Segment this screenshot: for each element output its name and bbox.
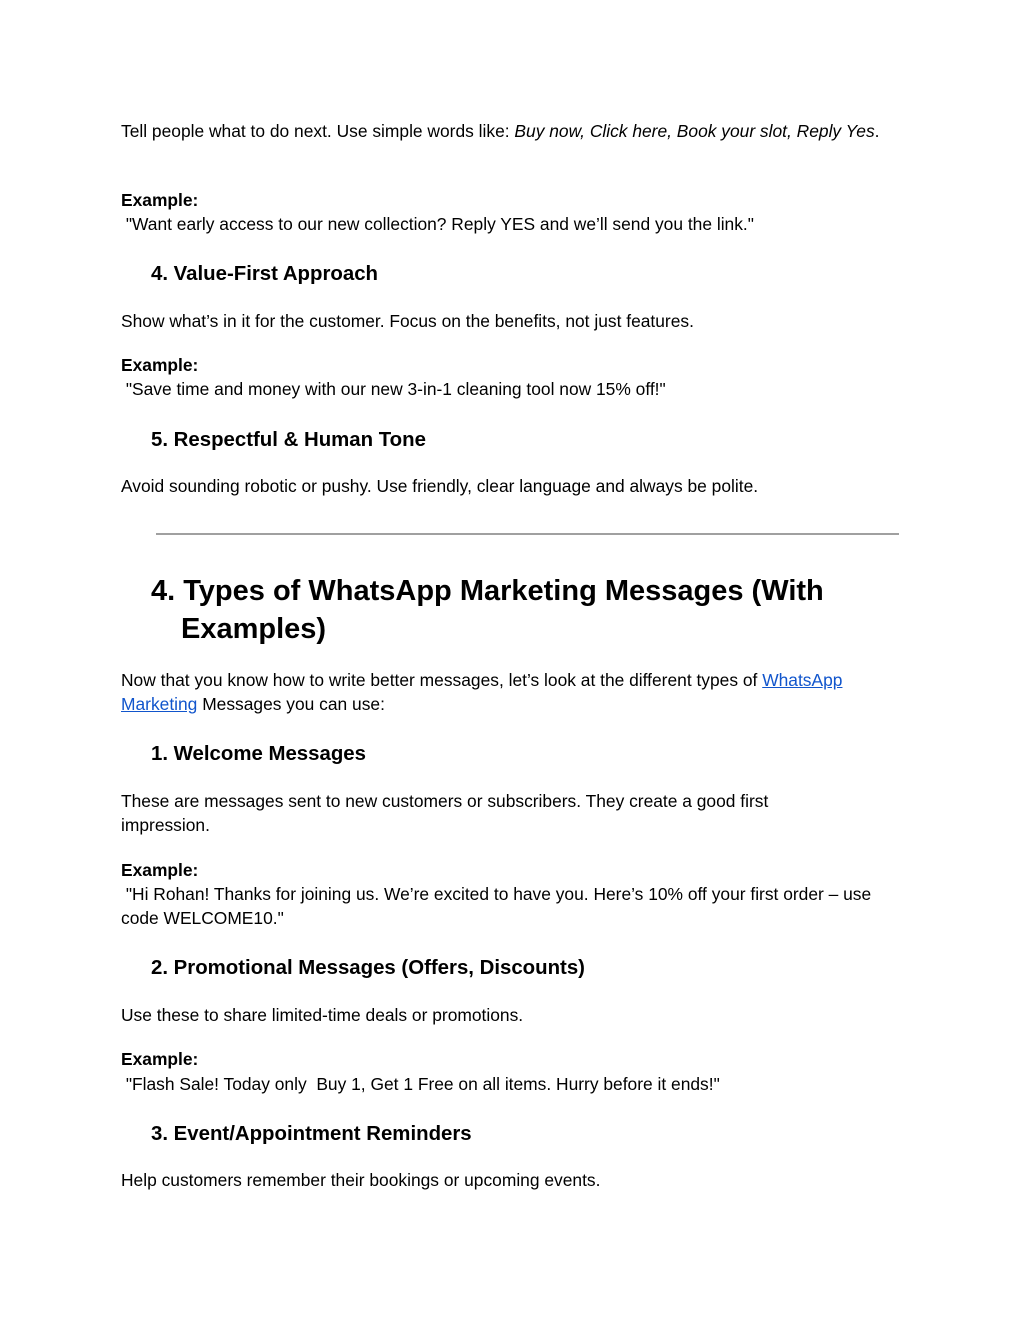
value-first-example-quote: "Save time and money with our new 3-in-1 cleaning tool now 15% off!" <box>121 379 666 399</box>
types-intro-paragraph <box>121 668 891 716</box>
horizontal-divider <box>156 533 899 535</box>
cta-intro-period: . <box>874 121 880 141</box>
welcome-example-quote: "Hi Rohan! Thanks for joining us. We’re excited to have you. Here’s 10% off your first order – use code WELCOME10." <box>121 884 877 928</box>
value-first-body: Show what’s in it for the customer. Focus on the benefits, not just features. <box>121 311 694 331</box>
types-section-heading: 4. Types of WhatsApp Marketing Messages (With Examples) <box>151 575 824 645</box>
cta-intro-paragraph <box>121 119 891 143</box>
promotional-heading: 2. Promotional Messages (Offers, Discounts) <box>151 957 585 979</box>
types-intro-tail: Messages you can use: <box>197 694 385 714</box>
respectful-heading: 5. Respectful & Human Tone <box>151 429 426 451</box>
cta-example-quote: "Want early access to our new collection? Reply YES and we’ll send you the link." <box>121 214 754 234</box>
value-first-heading: 4. Value-First Approach <box>151 263 378 285</box>
promotional-body: Use these to share limited-time deals or promotions. <box>121 1005 524 1025</box>
types-intro-text: Now that you know how to write better messages, let’s look at the different types of <box>121 670 763 690</box>
welcome-body: These are messages sent to new customers or subscribers. They create a good first impression. <box>121 791 769 835</box>
reminders-heading: 3. Event/Appointment Reminders <box>151 1123 472 1145</box>
cta-intro-text: Tell people what to do next. Use simple words like: <box>121 121 515 141</box>
cta-example-label: Example: <box>121 190 199 210</box>
respectful-body: Avoid sounding robotic or pushy. Use friendly, clear language and always be polite. <box>121 476 759 496</box>
reminders-body: Help customers remember their bookings or upcoming events. <box>121 1170 601 1190</box>
whatsapp-marketing-link[interactable]: WhatsApp Marketing <box>121 670 843 714</box>
cta-examples-italic: Buy now, Click here, Book your slot, Reply Yes <box>514 121 875 141</box>
promotional-example-label: Example: <box>121 1049 199 1069</box>
value-first-example-label: Example: <box>121 355 199 375</box>
welcome-example-label: Example: <box>121 860 199 880</box>
welcome-heading: 1. Welcome Messages <box>151 743 366 765</box>
promotional-example-quote: "Flash Sale! Today only Buy 1, Get 1 Free on all items. Hurry before it ends!" <box>121 1074 720 1094</box>
